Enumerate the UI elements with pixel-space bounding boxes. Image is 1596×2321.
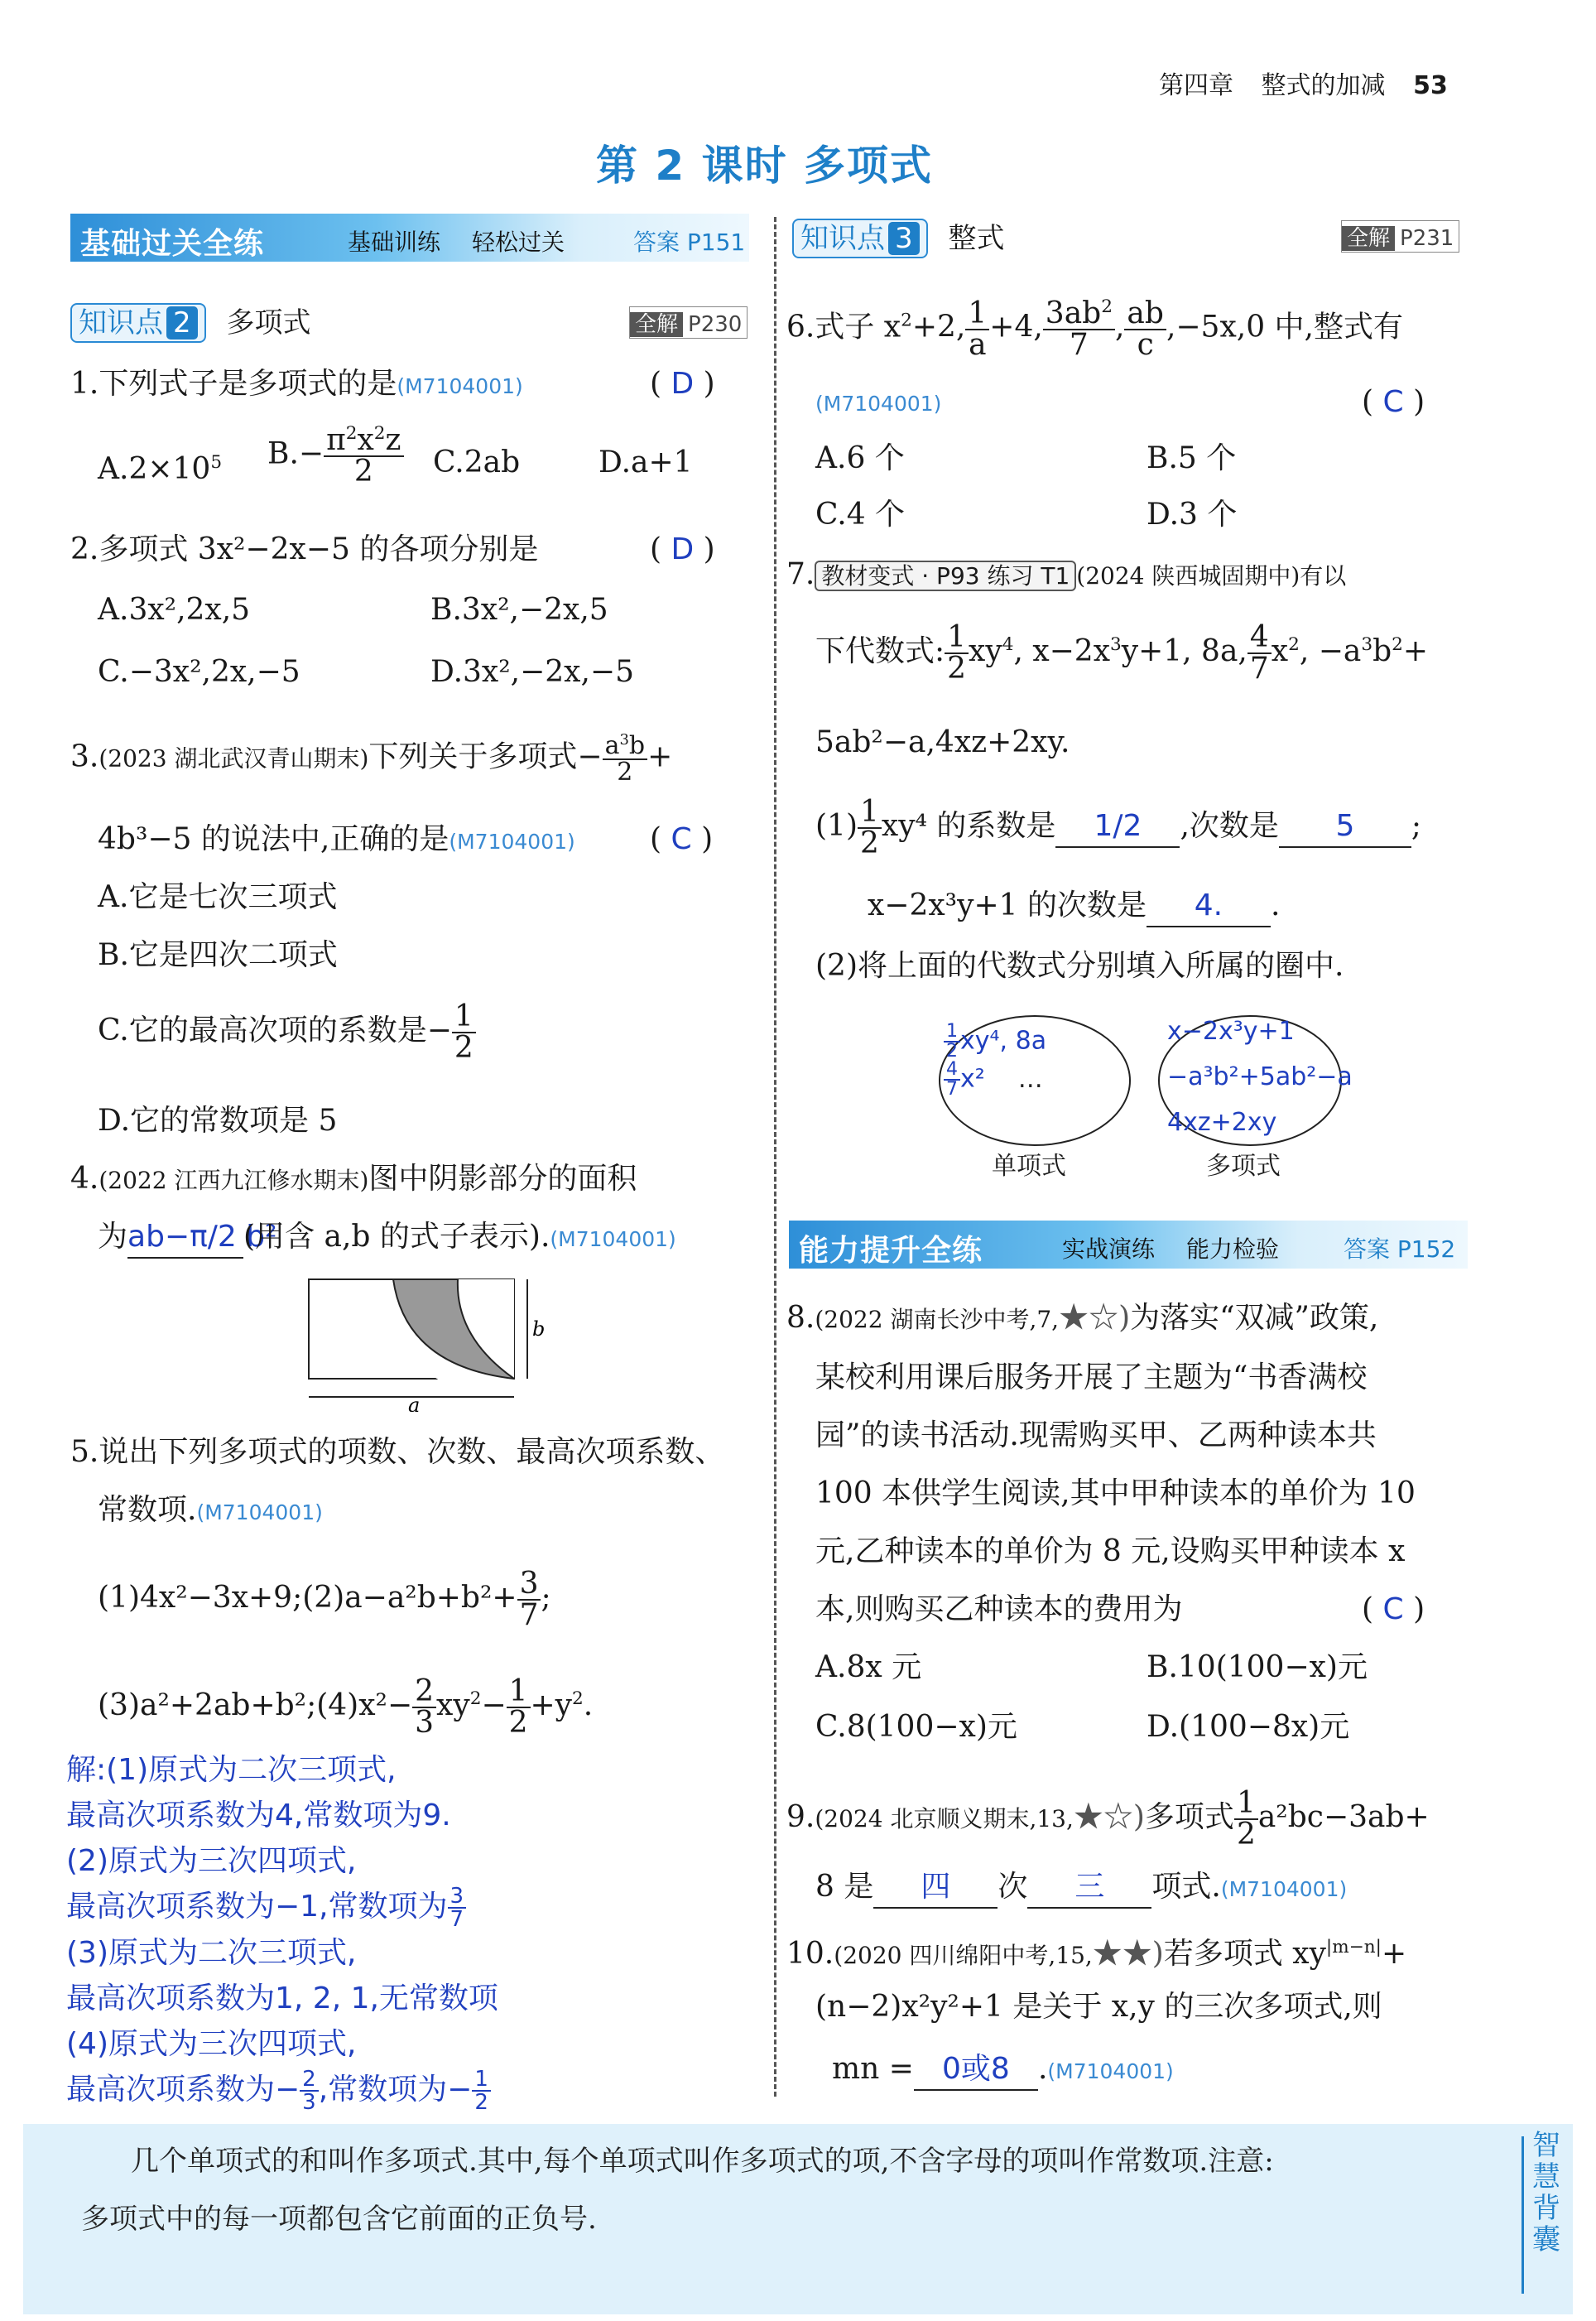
q8-line4: 100 本供学生阅读,其中甲种读本的单价为 10: [815, 1476, 1416, 1510]
page-number: 53: [1413, 71, 1448, 100]
tip-line-2: 多项式中的每一项都包含它前面的正负号.: [81, 2203, 597, 2236]
tip-divider: [1521, 2136, 1524, 2294]
answer-ref: 答案 P152: [1344, 1235, 1456, 1263]
fig-label-b: b: [532, 1317, 546, 1341]
q6-option-d: D.3 个: [1147, 498, 1238, 532]
side-label: 智慧背囊: [1532, 2129, 1560, 2256]
banner-sub1: 实战演练: [1062, 1235, 1156, 1263]
q2-option-a: A.3x²,2x,5: [98, 593, 251, 627]
q7-part1: (1) $\frac{1}{2}$ xy⁴ 的系数是 1/2 ,次数是 5 ;: [815, 795, 1422, 860]
q5-part3: (3)a²+2ab+b²;(4)x²− $\frac{2}{3}$ $xy^2-$ $\frac{1}{2}$ $+y^2$.: [98, 1674, 594, 1740]
q2-option-d: D.3x²,−2x,−5: [430, 655, 634, 689]
banner-title: 能力提升全练: [799, 1234, 983, 1268]
banner-title: 基础过关全练: [80, 227, 265, 261]
question-1: 1.下列式子是多项式的是(M7104001): [70, 367, 523, 401]
q2-option-b: B.3x²,−2x,5: [430, 593, 608, 627]
q3-option-c: C.它的最高次项的系数是− $\frac{1}{2}$: [98, 1002, 476, 1063]
lesson-title: 第 2 课时 多项式: [596, 142, 934, 190]
question-8: 8.(2022 湖南长沙中考,7,★☆)为落实“双减”政策,: [786, 1301, 1379, 1335]
q2-option-c: C.−3x²,2x,−5: [98, 655, 300, 689]
q8-line6: 本,则购买乙种读本的费用为: [815, 1592, 1183, 1626]
chapter-label: 第四章: [1159, 71, 1233, 100]
question-9: 9.(2024 北京顺义期末,13,★☆)多项式 $\frac{1}{2}$ a²bc−3ab+: [786, 1786, 1430, 1852]
circle1-content: $\frac{1}{2}$ xy⁴, 8a $\frac{4}{7}$ x² …: [944, 1023, 1046, 1099]
answer-ref: 答案 P151: [633, 229, 746, 256]
q3-line2: 4b³−5 的说法中,正确的是(M7104001): [98, 822, 575, 856]
q6-option-a: A.6 个: [815, 441, 905, 475]
kp-name: 整式: [948, 222, 1005, 255]
ability-banner: [789, 1221, 1468, 1269]
kp-label: 知识点 3: [792, 219, 928, 258]
full-solution-tag: 全解 P230: [629, 306, 748, 339]
question-2: 2.多项式 3x²−2x−5 的各项分别是: [70, 532, 539, 566]
q7-degree-answer: 5: [1279, 807, 1411, 848]
q6-code: (M7104001): [815, 392, 942, 416]
question-6: 6.式子 $x^2+2$, $\frac{1}{a}$ +4, $\frac{3ab^2}{7}$ , $\frac{ab}{c}$ ,−5x,0 中,整式有: [786, 296, 1403, 362]
q10-line3: mn = 0或8 .(M7104001): [832, 2049, 1174, 2092]
q6-option-b: B.5 个: [1147, 441, 1237, 475]
q3-option-b: B.它是四次二项式: [98, 938, 338, 972]
q6-answer: ( C ): [1362, 385, 1425, 419]
q8-line5: 元,乙种读本的单价为 8 元,设购买甲种读本 x: [815, 1534, 1406, 1568]
knowledge-point-2: [70, 300, 310, 343]
tip-line-1: 几个单项式的和叫作多项式.其中,每个单项式叫作多项式的项,不含字母的项叫作常数项.注意:: [131, 2145, 1274, 2178]
q7-coef-answer: 1/2: [1055, 807, 1180, 848]
knowledge-point-3: [792, 215, 1004, 258]
circle2-label: 多项式: [1206, 1152, 1281, 1181]
q7-line2: 下代数式: $\frac{1}{2}$ $xy^4$, $x-2x^3y+1$, 8a, $\frac{4}{7}$ $x^2$, $-a^3b^2+$: [815, 620, 1429, 686]
q8-line3: 园”的读书活动.现需购买甲、乙两种读本共: [815, 1418, 1377, 1452]
section-label: 整式的加减: [1261, 71, 1386, 100]
banner-sub2: 能力检验: [1186, 1235, 1280, 1263]
q4-figure: [302, 1271, 550, 1412]
q4-answer: ab−π/2 b²: [127, 1217, 243, 1259]
fig-label-a: a: [408, 1394, 421, 1412]
q8-option-d: D.(100−8x)元: [1147, 1710, 1350, 1744]
q3-option-d: D.它的常数项是 5: [98, 1104, 338, 1138]
column-divider: [774, 217, 776, 2097]
q8-answer: ( C ): [1362, 1592, 1425, 1626]
q1-answer: ( D ): [650, 367, 715, 401]
circle2-content: x−2x³y+1 −a³b²+5ab²−a 4xz+2xy: [1167, 1017, 1353, 1137]
q3-answer: ( C ): [650, 822, 714, 856]
banner-sub1: 基础训练: [348, 229, 441, 256]
q9-answer-2: 三: [1027, 1867, 1151, 1909]
q5-part1: (1)4x²−3x+9;(2)a−a²b+b²+ $\frac{3}{7}$ ;: [98, 1567, 551, 1632]
q5-solution: 解:(1)原式为二次三项式, 最高次项系数为4,常数项为9. (2)原式为三次四项式, 最高次项系数为−1,常数项为 $\frac{3}{7}$ (3)原式为二次三项式, 最高次项系数为1, 2, 1,无常数项 (4)原式为三次四项式, 最高次项系数为− $\frac{2}{3}$ ,常数项为− $\frac{1}{2}$: [66, 1753, 498, 2115]
q7-part2: (2)将上面的代数式分别填入所属的圈中.: [815, 949, 1344, 983]
q2-answer: ( D ): [650, 532, 715, 566]
q9-line2: 8 是 四 次 三 项式.(M7104001): [815, 1867, 1347, 1909]
basic-practice-banner: [70, 214, 749, 262]
q7-part1b: x−2x³y+1 的次数是 4. .: [868, 886, 1280, 927]
full-solution-tag: 全解 P231: [1341, 220, 1459, 253]
q9-answer-1: 四: [873, 1867, 997, 1909]
q7-degree2-answer: 4.: [1147, 886, 1271, 927]
circle1-label: 单项式: [992, 1152, 1066, 1181]
q7-line3: 5ab²−a,4xz+2xy.: [815, 725, 1070, 759]
question-4: 4.(2022 江西九江修水期末)图中阴影部分的面积: [70, 1162, 637, 1196]
q5-line2: 常数项.(M7104001): [98, 1493, 323, 1527]
question-10: 10.(2020 四川绵阳中考,15,★★)若多项式 $xy^{|m-n|}+$: [786, 1937, 1407, 1971]
kp-name: 多项式: [226, 306, 311, 339]
banner-sub2: 轻松过关: [472, 229, 565, 256]
q6-option-c: C.4 个: [815, 498, 906, 532]
question-5: 5.说出下列多项式的项数、次数、最高次项系数、: [70, 1435, 725, 1469]
q10-answer: 0或8: [914, 2049, 1038, 2091]
q8-option-a: A.8x 元: [815, 1650, 922, 1684]
q8-line2: 某校利用课后服务开展了主题为“书香满校: [815, 1360, 1368, 1394]
q8-option-b: B.10(100−x)元: [1147, 1650, 1368, 1684]
q10-line2: (n−2)x²y²+1 是关于 x,y 的三次多项式,则: [815, 1990, 1382, 2024]
q3-option-a: A.它是七次三项式: [98, 880, 338, 914]
question-3: 3.(2023 湖北武汉青山期末)下列关于多项式− $\frac{a^3b}{2}$ +: [70, 731, 673, 787]
tip-box: [23, 2124, 1573, 2314]
q8-option-c: C.8(100−x)元: [815, 1710, 1017, 1744]
question-7: 7. 教材变式 · P93 练习 T1 (2024 陕西城固期中)有以: [786, 557, 1347, 591]
kp-label: 知识点 2: [70, 303, 206, 343]
q4-line2: 为ab−π/2 b²(用含 a,b 的式子表示).(M7104001): [98, 1217, 676, 1259]
page-header: [1159, 65, 1448, 101]
